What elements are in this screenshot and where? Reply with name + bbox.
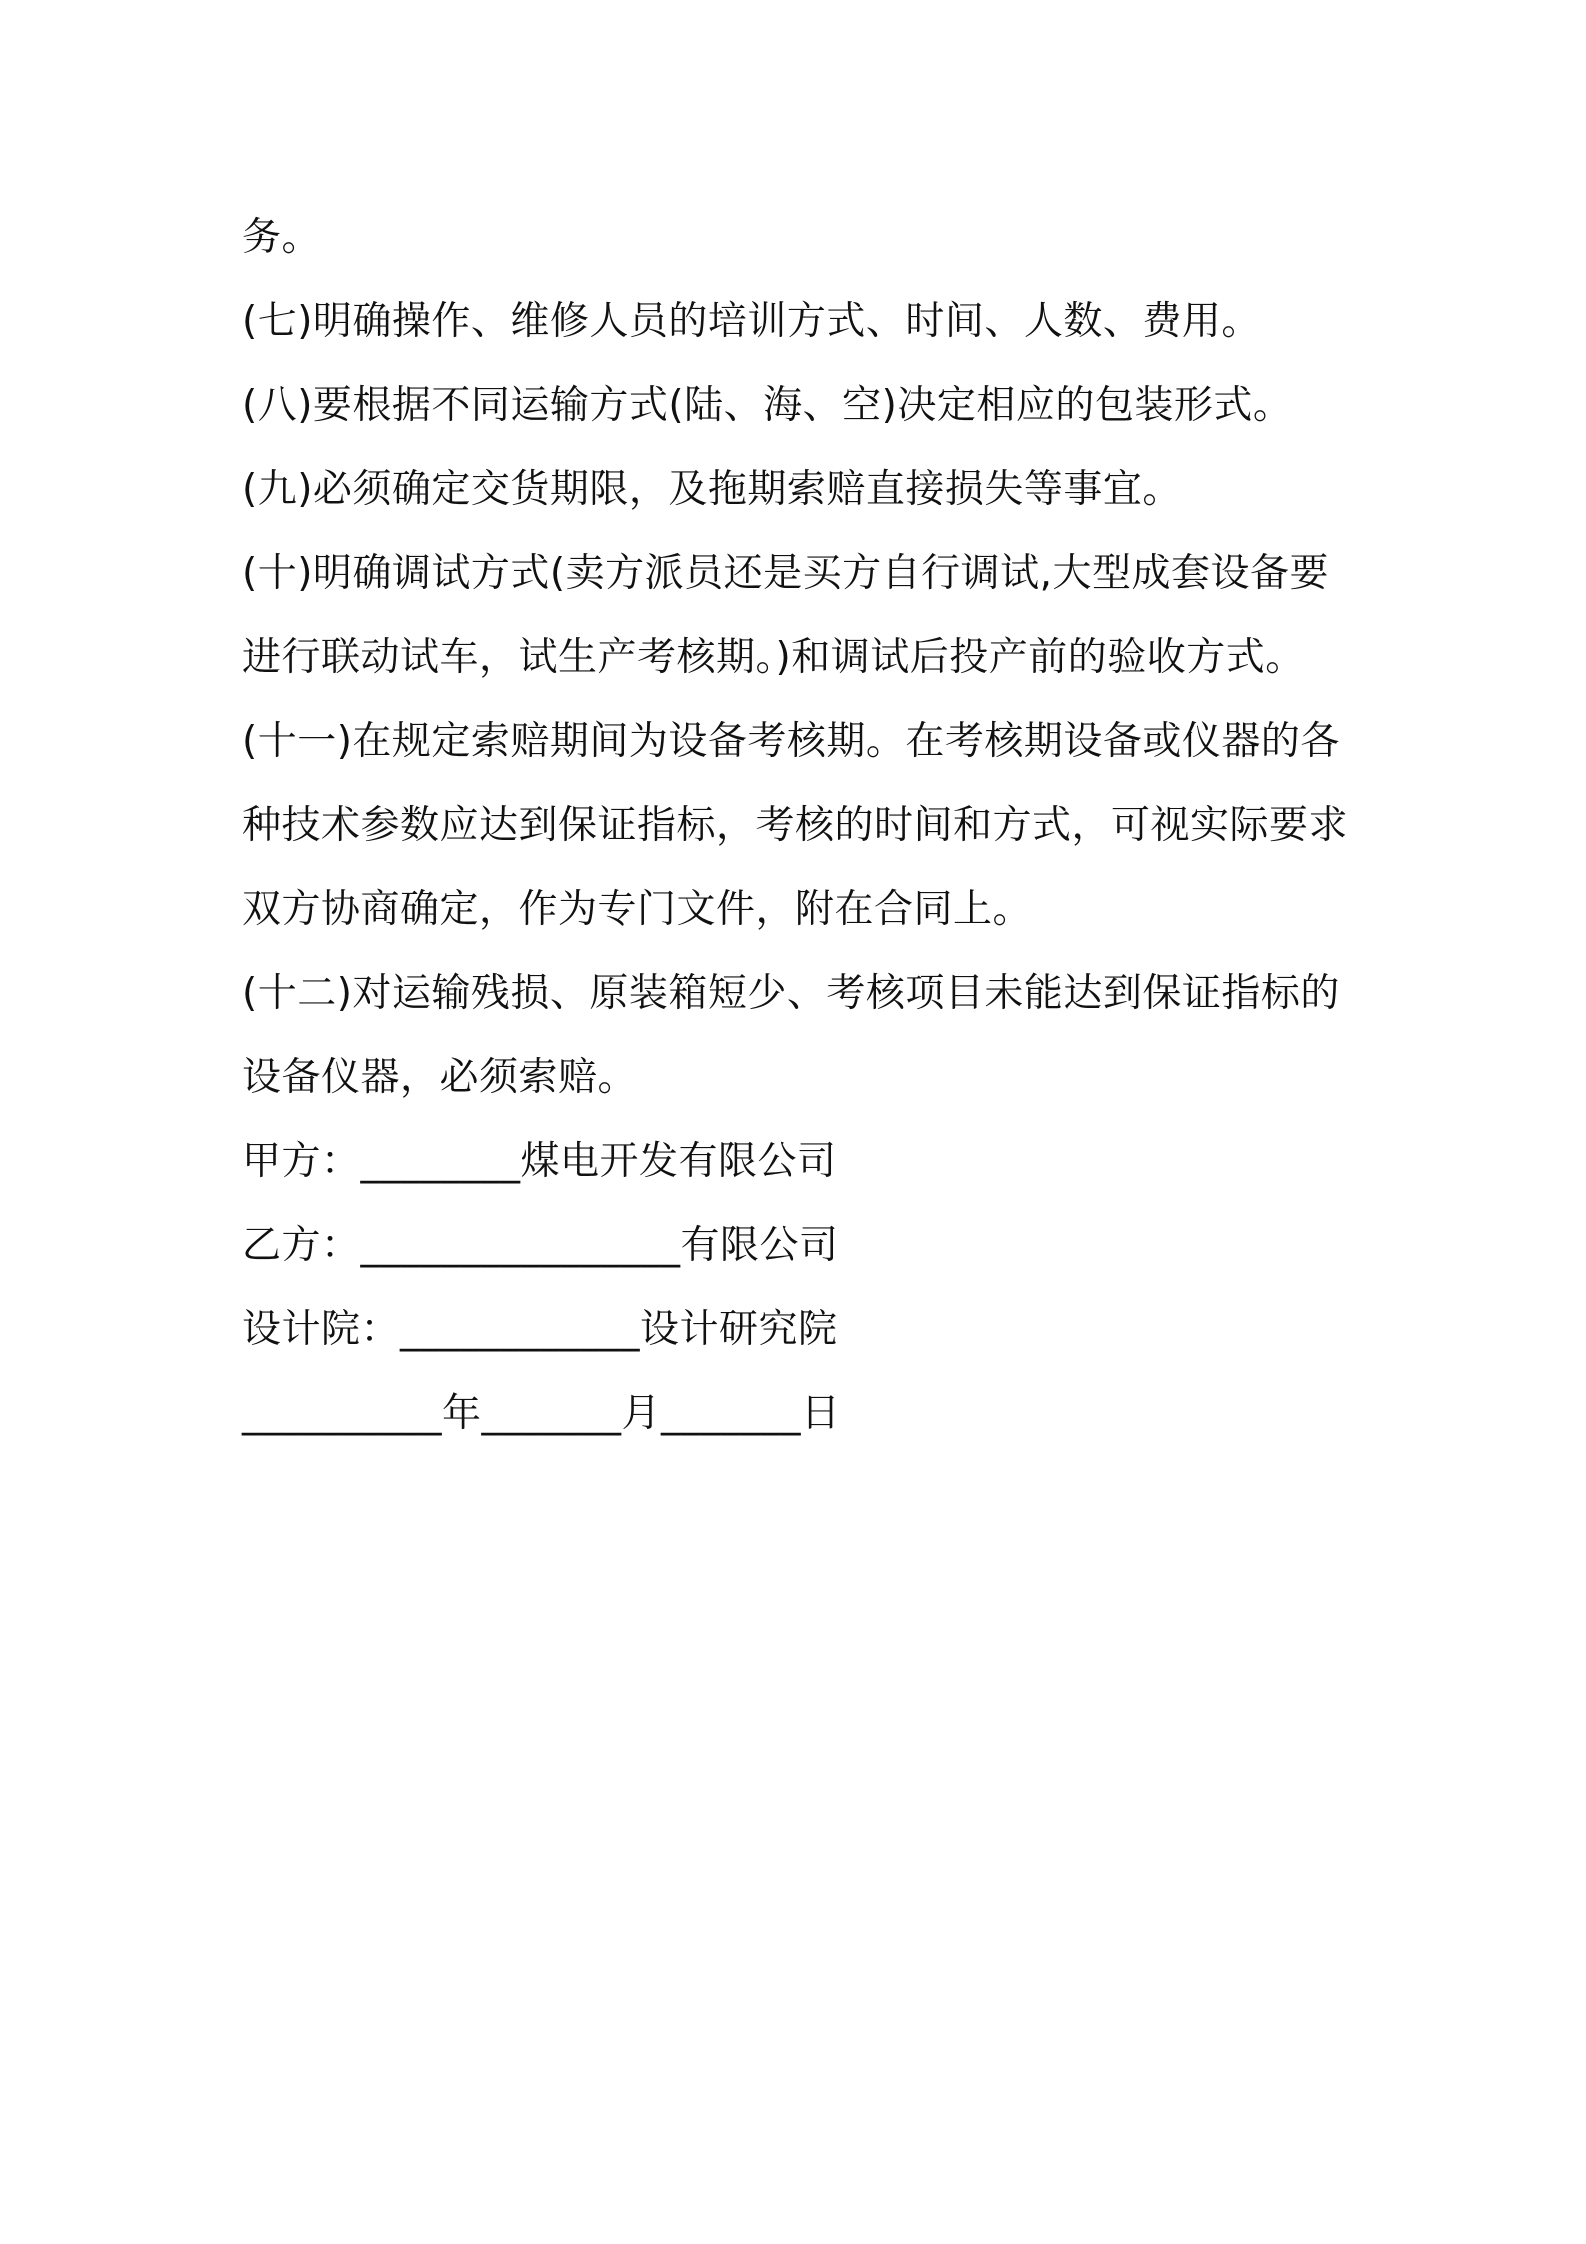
party-b-signature-line: 乙方：________________有限公司 [242,1223,839,1268]
clause-12-line-2: 设备仪器，必须索赔。 [242,1055,638,1100]
clause-10-line-2: 进行联动试车，试生产考核期。)和调试后投产前的验收方式。 [242,635,1305,680]
clause-9: (九)必须确定交货期限，及拖期索赔直接损失等事宜。 [242,467,1182,512]
design-institute-signature-line: 设计院：____________设计研究院 [242,1307,838,1352]
clause-11-line-3: 双方协商确定，作为专门文件，附在合同上。 [242,887,1033,932]
text-line-continuation: 务。 [242,215,322,260]
clause-12-line-1: (十二)对运输残损、原装箱短少、考核项目未能达到保证指标的 [242,971,1340,1016]
clause-11-line-2: 种技术参数应达到保证指标，考核的时间和方式，可视实际要求 [242,803,1349,848]
document-body [242,196,1362,1456]
clause-8: (八)要根据不同运输方式(陆、海、空)决定相应的包装形式。 [242,383,1293,428]
party-a-signature-line: 甲方：________煤电开发有限公司 [242,1139,837,1184]
date-line: __________年_______月_______日 [242,1391,841,1436]
clause-11-line-1: (十一)在规定索赔期间为设备考核期。在考核期设备或仪器的各 [242,719,1340,764]
clause-10-line-1: (十)明确调试方式(卖方派员还是买方自行调试,大型成套设备要 [242,551,1330,596]
clause-7: (七)明确操作、维修人员的培训方式、时间、人数、费用。 [242,299,1261,344]
